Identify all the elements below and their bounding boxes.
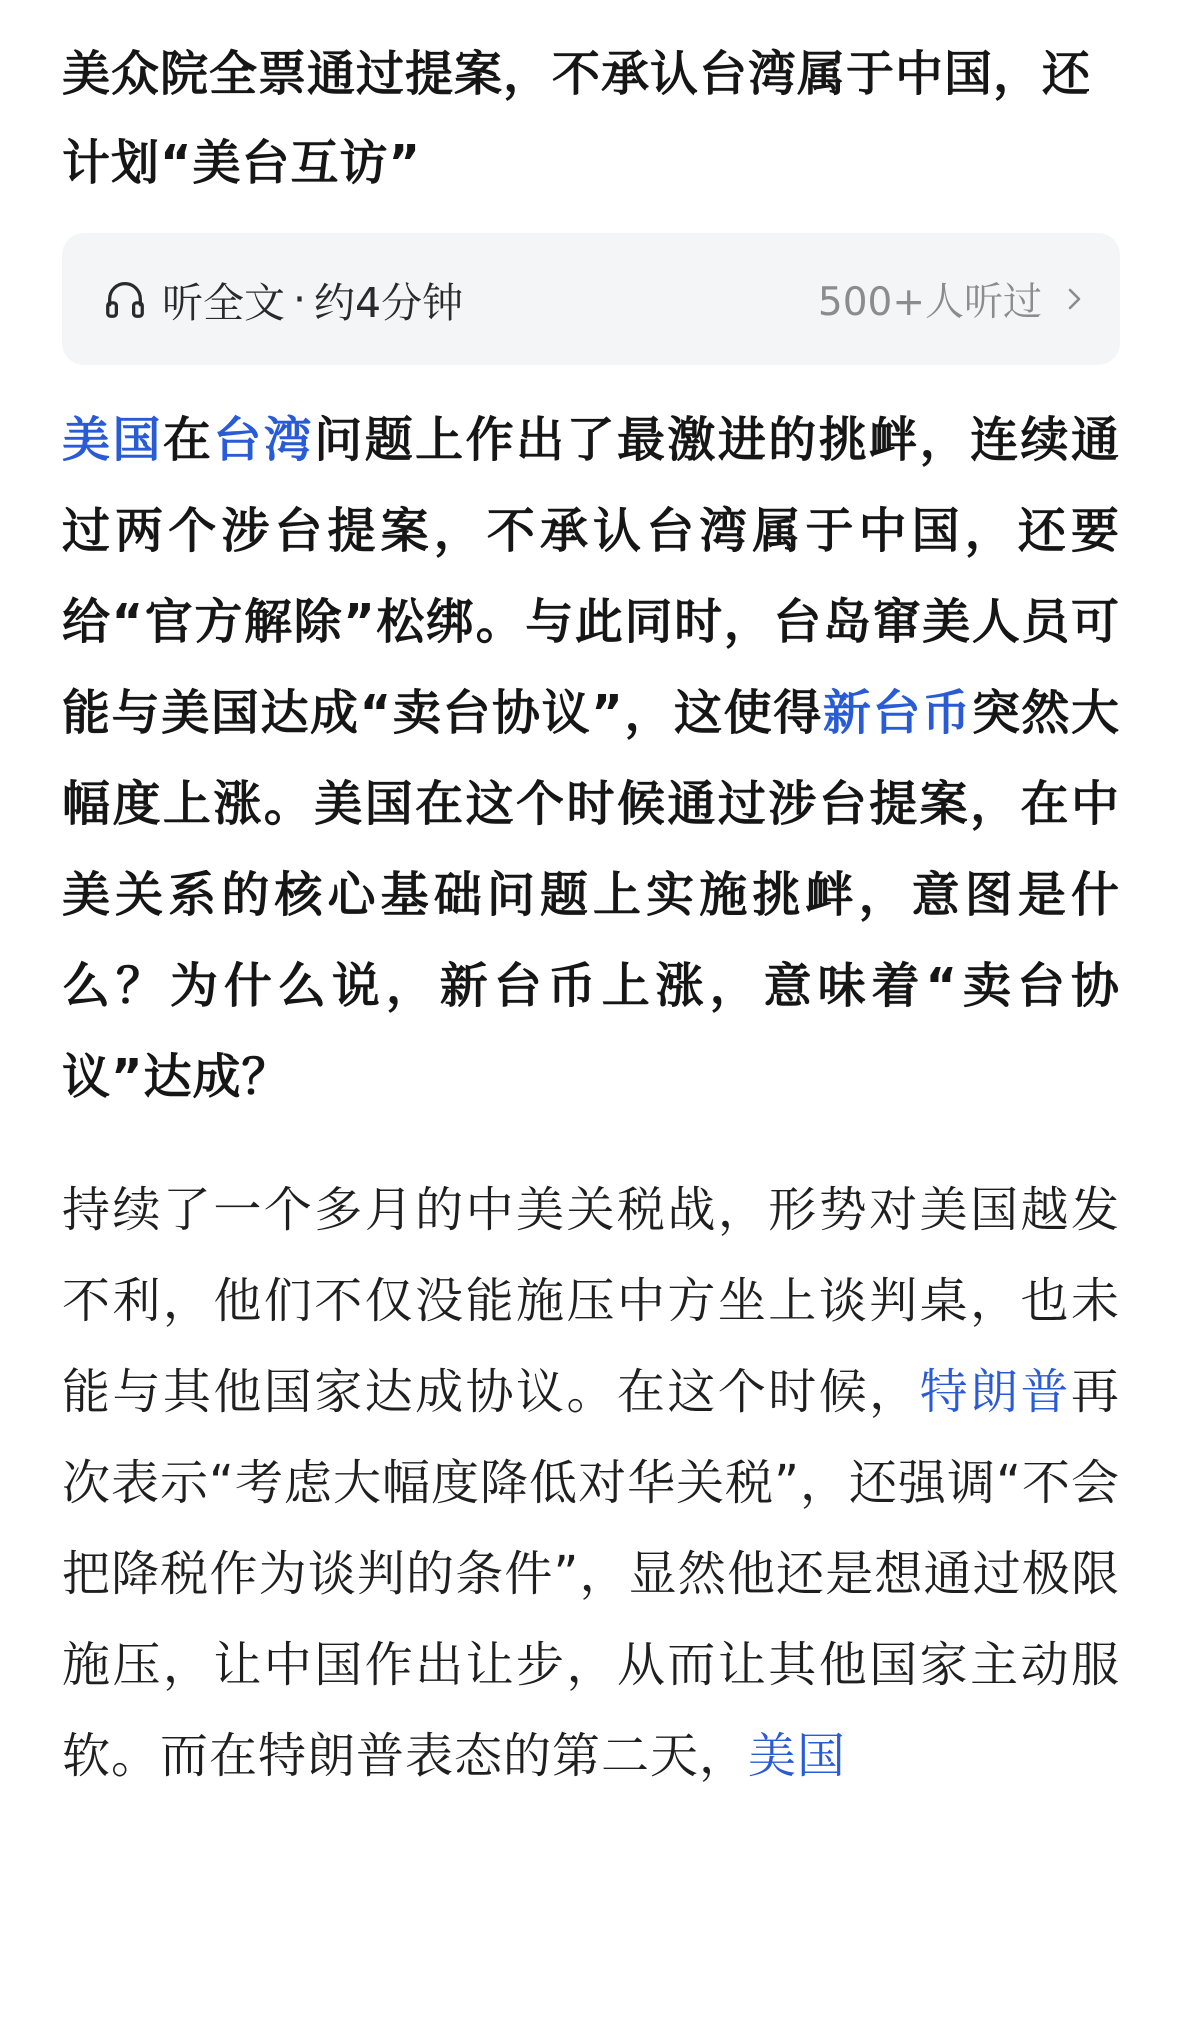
listen-count [818, 271, 1086, 327]
listeners-count: 500+人听过 [817, 280, 1042, 325]
link-new-taiwan-dollar[interactable]: 新台币 [822, 685, 972, 741]
article-page [62, 30, 1120, 1802]
intro-text-1: 在 [162, 412, 214, 468]
body-paragraph [62, 1165, 1120, 1802]
listen-separator: · [293, 275, 307, 323]
chevron-right-icon [1064, 284, 1086, 314]
body-text-1: 持续了一个多月的中美关税战，形势对美国越发不利，他们不仅没能施压中方坐上谈判桌，也未能与其他国家达成协议。在这个时候， [62, 1182, 1120, 1420]
intro-paragraph [62, 395, 1120, 1123]
body-text-2: 再次表示“考虑大幅度降低对华关税”，还强调“不会把降税作为谈判的条件”，显然他还是想通过极限施压，让中国作出让步，从而让其他国家主动服软。而在特朗普表态的第二天， [62, 1364, 1120, 1784]
listen-full-text-bar[interactable] [62, 233, 1120, 365]
link-taiwan[interactable]: 台湾 [213, 412, 315, 468]
intro-text-2: 问题上作出了最激进的挑衅，连续通过两个涉台提案，不承认台湾属于中国，还要给“官方解除”松绑。与此同时，台岛窜美人员可能与美国达成“卖台协议”，这使得 [62, 412, 1120, 741]
article-title: 美众院全票通过提案，不承认台湾属于中国，还计划“美台互访” [62, 46, 1092, 191]
listen-duration: 约4分钟 [314, 278, 464, 327]
link-trump[interactable]: 特朗普 [919, 1364, 1071, 1420]
link-usa-2[interactable]: 美国 [748, 1728, 847, 1784]
link-usa[interactable]: 美国 [62, 412, 163, 468]
intro-text-3: 突然大幅度上涨。美国在这个时候通过涉台提案，在中美关系的核心基础问题上实施挑衅，意图是什么？为什么说，新台币上涨，意味着“卖台协议”达成？ [62, 685, 1120, 1105]
listen-label: 听全文 [162, 278, 285, 327]
listen-info [102, 270, 463, 329]
headphone-icon [102, 276, 148, 322]
